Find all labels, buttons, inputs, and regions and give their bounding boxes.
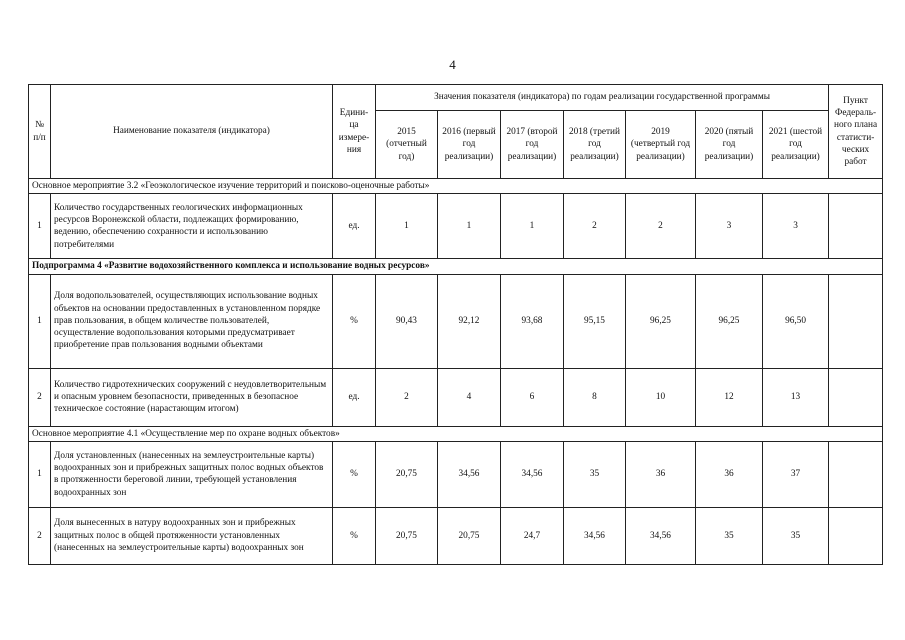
table-row [29, 274, 883, 368]
table-row [29, 368, 883, 426]
unit-cell: ед. [333, 368, 376, 426]
header-federal-plan: Пункт Федераль-ного плана статисти-ческих работ [829, 85, 883, 179]
table-row [29, 441, 883, 507]
unit-cell: % [333, 441, 376, 507]
row-number: 2 [29, 368, 51, 426]
value-cell: 34,56 [564, 507, 626, 564]
value-cell: 1 [501, 194, 564, 259]
value-cell: 4 [438, 368, 501, 426]
value-cell: 1 [376, 194, 438, 259]
header-year-2016: 2016 (первый год реализации) [438, 111, 501, 179]
value-cell: 24,7 [501, 507, 564, 564]
header-year-2021: 2021 (шестой год реализации) [763, 111, 829, 179]
federal-plan-cell [829, 441, 883, 507]
value-cell: 2 [626, 194, 696, 259]
value-cell: 3 [696, 194, 763, 259]
subprogram-title: Подпрограмма 4 «Развитие водохозяйственного комплекса и использование водных ресурсов» [29, 259, 883, 274]
value-cell: 2 [376, 368, 438, 426]
section-row [29, 426, 883, 441]
indicators-table [28, 84, 883, 565]
indicator-name: Количество гидротехнических сооружений с неудовлетворительным и опасным уровнем безопасности, приведенных в безопасное техническое состояние (нарастающим итогом) [51, 368, 333, 426]
value-cell: 90,43 [376, 274, 438, 368]
value-cell: 8 [564, 368, 626, 426]
row-number: 1 [29, 274, 51, 368]
value-cell: 20,75 [376, 507, 438, 564]
header-year-2019: 2019 (четвертый год реализации) [626, 111, 696, 179]
header-year-2015: 2015 (отчетный год) [376, 111, 438, 179]
section-title: Основное мероприятие 4.1 «Осуществление мер по охране водных объектов» [29, 426, 883, 441]
table-row [29, 507, 883, 564]
subprogram-row [29, 259, 883, 274]
indicator-name: Доля водопользователей, осуществляющих использование водных объектов на основании предоставленных в установленном порядке прав пользования, в общем количестве пользователей, осуществление водопользования которыми предусматривает приобретение прав пользования водными объектами [51, 274, 333, 368]
header-year-2020: 2020 (пятый год реализации) [696, 111, 763, 179]
value-cell: 36 [696, 441, 763, 507]
indicator-name: Количество государственных геологических информационных ресурсов Воронежской области, подлежащих формированию, ведению, обеспечению сохранности и использованию потребителями [51, 194, 333, 259]
page-number: 4 [449, 57, 456, 72]
header-name: Наименование показателя (индикатора) [51, 85, 333, 179]
value-cell: 96,25 [696, 274, 763, 368]
row-number: 1 [29, 194, 51, 259]
indicator-name: Доля вынесенных в натуру водоохранных зон и прибрежных защитных полос в общей протяженности установленных (нанесенных на землеустроительные карты) водоохранных зон [51, 507, 333, 564]
header-year-2018: 2018 (третий год реализации) [564, 111, 626, 179]
value-cell: 36 [626, 441, 696, 507]
section-title: Основное мероприятие 3.2 «Геоэкологическое изучение территорий и поисково-оценочные работы» [29, 179, 883, 194]
value-cell: 34,56 [626, 507, 696, 564]
federal-plan-cell [829, 194, 883, 259]
table-body [29, 179, 883, 565]
value-cell: 96,50 [763, 274, 829, 368]
section-row [29, 179, 883, 194]
value-cell: 92,12 [438, 274, 501, 368]
header-values-group: Значения показателя (индикатора) по годам реализации государственной программы [376, 85, 829, 111]
header-year-2017: 2017 (второй год реализации) [501, 111, 564, 179]
value-cell: 95,15 [564, 274, 626, 368]
unit-cell: % [333, 507, 376, 564]
value-cell: 34,56 [438, 441, 501, 507]
header-unit: Едини-ца измере-ния [333, 85, 376, 179]
indicator-name: Доля установленных (нанесенных на землеустроительные карты) водоохранных зон и прибрежных защитных полос водных объектов в протяженности береговой линии, требующей установления водоохранных зон [51, 441, 333, 507]
value-cell: 10 [626, 368, 696, 426]
federal-plan-cell [829, 507, 883, 564]
value-cell: 20,75 [376, 441, 438, 507]
value-cell: 20,75 [438, 507, 501, 564]
table-row [29, 194, 883, 259]
value-cell: 96,25 [626, 274, 696, 368]
header-num: № п/п [29, 85, 51, 179]
unit-cell: % [333, 274, 376, 368]
value-cell: 35 [763, 507, 829, 564]
unit-cell: ед. [333, 194, 376, 259]
value-cell: 37 [763, 441, 829, 507]
federal-plan-cell [829, 274, 883, 368]
value-cell: 2 [564, 194, 626, 259]
value-cell: 35 [696, 507, 763, 564]
row-number: 2 [29, 507, 51, 564]
value-cell: 3 [763, 194, 829, 259]
value-cell: 34,56 [501, 441, 564, 507]
value-cell: 6 [501, 368, 564, 426]
value-cell: 12 [696, 368, 763, 426]
row-number: 1 [29, 441, 51, 507]
value-cell: 93,68 [501, 274, 564, 368]
value-cell: 13 [763, 368, 829, 426]
value-cell: 35 [564, 441, 626, 507]
value-cell: 1 [438, 194, 501, 259]
federal-plan-cell [829, 368, 883, 426]
